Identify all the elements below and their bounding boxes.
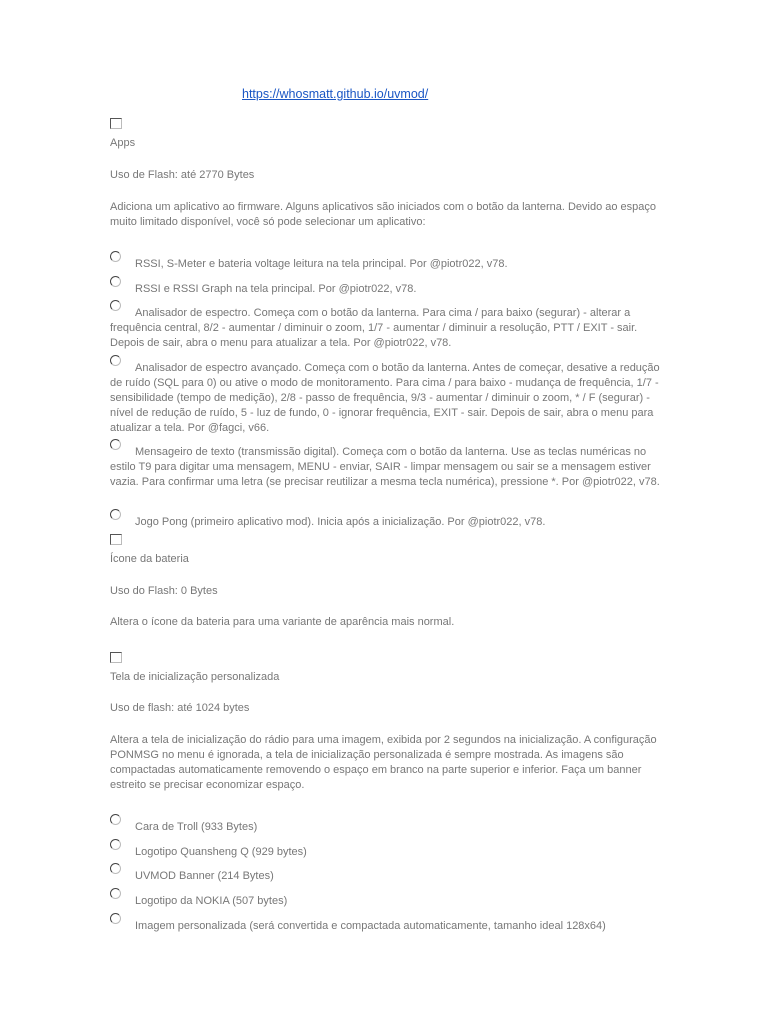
option-label: Logotipo Quansheng Q (929 bytes): [135, 846, 307, 858]
apps-description: Adiciona um aplicativo ao firmware. Alguns aplicativos são iniciados com o botão da lanterna. Devido ao espaço muito limitado disponível, você só pode selecionar um aplicativo:: [110, 201, 657, 228]
battery-title: Ícone da bateria: [110, 553, 189, 565]
battery-icon-checkbox[interactable]: [110, 534, 122, 545]
boot-screen-description: Altera a tela de inicialização do rádio para uma imagem, exibida por 2 segundos na inicialização. A configuração PONMSG no menu é ignorada, a tela de inicialização personalizada é sempre mostrada. As imagens são compactadas automaticamente removendo o espaço em branco na parte superior e inferior. Faça um banner estreito se precisar economizar espaço.: [110, 734, 657, 791]
apps-title: Apps: [110, 137, 136, 149]
option-label: RSSI, S-Meter e bateria voltage leitura na tela principal. Por @piotr022, v78.: [135, 258, 508, 270]
option-label: Mensageiro de texto (transmissão digital). Começa com o botão da lanterna. Use as teclas numéricas no estilo T9 para digitar uma mensagem, MENU - enviar, SAIR - limpar mensagem ou sair se a mensagem estiver vazia. Para confirmar uma letra (se precisar reutilizar a mesma tecla numérica), pressione *. Por @piotr022, v78.: [110, 446, 660, 488]
boot-screen-checkbox[interactable]: [110, 652, 122, 663]
boot-screen-title: Tela de inicialização personalizada: [110, 671, 280, 683]
option-label: Analisador de espectro avançado. Começa com o botão da lanterna. Antes de começar, desative a redução de ruído (SQL para 0) ou ative o modo de monitoramento. Para cima / para baixo - mudança de frequência, 1/7 - sensibilidade (tempo de medição), 2/8 - passo de frequência, 9/3 - aumentar / diminuir o zoom, * / F (segurar) - nível de redução de ruído, 5 - luz de fundo, 0 - ignorar frequência, EXIT - sair. Depois de sair, abra o menu para atualizar a tela. Por @fagci, v66.: [110, 362, 660, 434]
option-label: Cara de Troll (933 Bytes): [135, 821, 258, 833]
apps-flash-usage: Uso de Flash: até 2770 Bytes: [110, 169, 255, 181]
option-label: Analisador de espectro. Começa com o botão da lanterna. Para cima / para baixo (segurar) - alterar a frequência central, 8/2 - aumentar / diminuir o zoom, 1/7 - aumentar / diminuir a resolução, PTT / EXIT - sair. Depois de sair, abra o menu para atualizar a tela. Por @piotr022, v78.: [110, 307, 638, 349]
boot-screen-flash-usage: Uso de flash: até 1024 bytes: [110, 702, 250, 714]
option-label: RSSI e RSSI Graph na tela principal. Por @piotr022, v78.: [135, 283, 417, 295]
uvmod-link[interactable]: https://whosmatt.github.io/uvmod/: [242, 87, 429, 101]
apps-checkbox[interactable]: [110, 118, 122, 129]
option-label: Jogo Pong (primeiro aplicativo mod). Inicia após a inicialização. Por @piotr022, v78.: [135, 516, 546, 528]
option-label: Imagem personalizada (será convertida e compactada automaticamente, tamanho ideal 128x64): [135, 920, 606, 932]
option-label: Logotipo da NOKIA (507 bytes): [135, 895, 288, 907]
battery-description: Altera o ícone da bateria para uma variante de aparência mais normal.: [110, 616, 455, 628]
battery-flash-usage: Uso do Flash: 0 Bytes: [110, 585, 218, 597]
option-label: UVMOD Banner (214 Bytes): [135, 870, 274, 882]
